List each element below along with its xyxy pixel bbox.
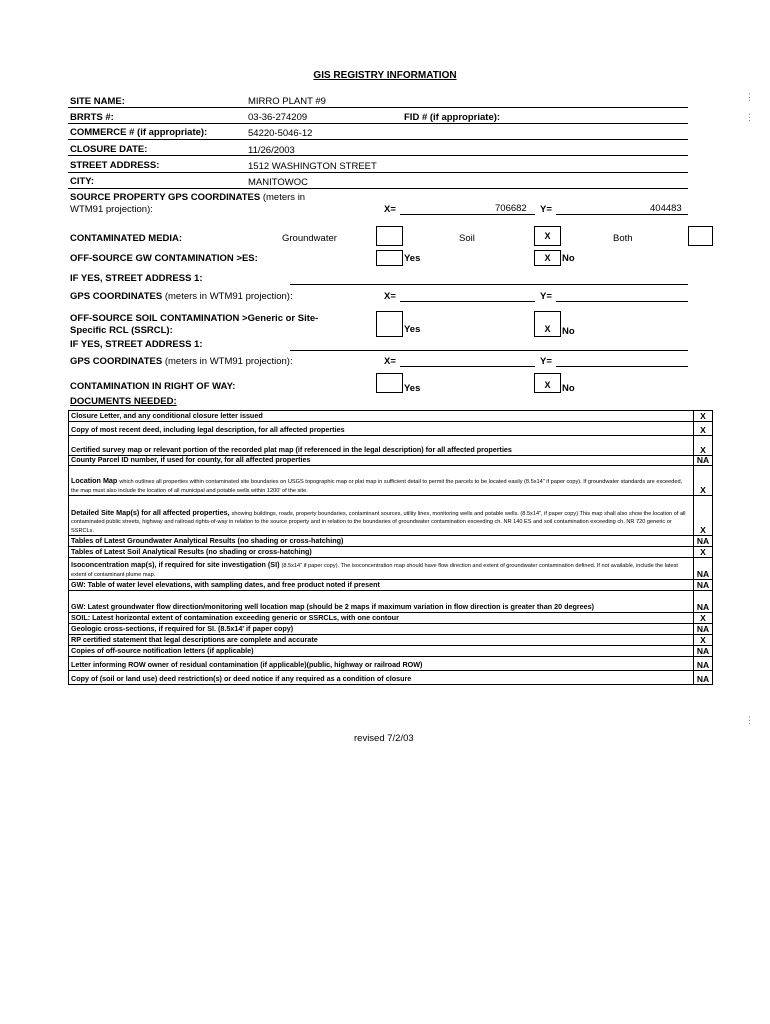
doc-item: RP certified statement that legal descriptions are complete and accurate (69, 635, 694, 646)
gw-gps-label: GPS COORDINATES (meters in WTM91 projection): (70, 291, 293, 302)
table-row (69, 671, 713, 685)
soil-yes-label: Yes (404, 324, 421, 335)
gps-x-value: 706682 (495, 203, 527, 214)
table-row (69, 536, 713, 547)
city-label: CITY: (70, 176, 95, 187)
y-underline (556, 214, 688, 215)
gw-no-checkbox[interactable]: X (534, 250, 561, 266)
closure-date-value: 11/26/2003 (248, 145, 295, 156)
row-yes-checkbox[interactable] (376, 373, 403, 393)
gw-yes-checkbox[interactable] (376, 250, 403, 266)
doc-item: Copy of (soil or land use) deed restriction(s) or deed notice if any required as a condition of closure (69, 671, 694, 685)
y-underline (556, 301, 688, 302)
table-row (69, 635, 713, 646)
commerce-value: 54220-5046-12 (248, 128, 313, 139)
doc-item: Copy of most recent deed, including legal description, for all affected properties (69, 422, 694, 436)
table-row (69, 422, 713, 436)
doc-item: Location Map which outlines all properties within contaminated site boundaries on USGS topographic map or plat map in sufficient detail to permit the parcels to be located easily (8.5x14" if paper copy). If groundwater standards are exceeded, the map must also include the location of all municipal and potable wells within 1200' of the site. (69, 466, 694, 496)
table-row (69, 558, 713, 580)
table-row (69, 466, 713, 496)
doc-item: GW: Latest groundwater flow direction/monitoring well location map (should be 2 maps if maximum variation in flow direction is greater than 20 degrees) (69, 591, 694, 613)
brrts-label: BRRTS #: (70, 112, 114, 123)
doc-mark: NA (694, 558, 713, 580)
margin-mark: ⋮ (745, 715, 754, 725)
commerce-label: COMMERCE # (if appropriate): (70, 127, 208, 138)
margin-mark: ⋮ (745, 112, 754, 122)
table-row (69, 547, 713, 558)
divider (68, 155, 688, 156)
divider (68, 123, 688, 124)
soil-gps-label: GPS COORDINATES (meters in WTM91 projection): (70, 356, 293, 367)
soil-street-underline (290, 350, 688, 351)
table-row (69, 657, 713, 671)
gw-y-label: Y= (540, 291, 552, 302)
row-no-checkbox[interactable]: X (534, 373, 561, 393)
media-groundwater: Groundwater (282, 233, 337, 244)
doc-mark: X (694, 496, 713, 536)
gps-y-value: 404483 (650, 203, 682, 214)
offsource-soil-label-line2: Specific RCL (SSRCL): (70, 325, 173, 336)
margin-mark: ⋮ (745, 92, 754, 102)
soil-yes-checkbox[interactable] (376, 311, 403, 337)
doc-mark: NA (694, 624, 713, 635)
x-underline (400, 366, 535, 367)
doc-item: Copies of off-source notification letters (if applicable) (69, 646, 694, 657)
brrts-value: 03-36-274209 (248, 112, 308, 123)
doc-item: County Parcel ID number, if used for county, for all affected properties (69, 456, 694, 466)
soil-x-label: X= (384, 356, 396, 367)
documents-table (68, 410, 713, 685)
street-value: 1512 WASHINGTON STREET (248, 161, 377, 172)
gw-yes-label: Yes (404, 253, 421, 264)
doc-mark: NA (694, 580, 713, 591)
row-yes-label: Yes (404, 383, 421, 394)
offsource-gw-label: OFF-SOURCE GW CONTAMINATION >ES: (70, 253, 258, 264)
doc-mark: NA (694, 646, 713, 657)
table-row (69, 411, 713, 422)
site-name-value: MIRRO PLANT #9 (248, 96, 326, 107)
offsource-soil-label: OFF-SOURCE SOIL CONTAMINATION >Generic or Site- (70, 313, 319, 324)
doc-item: Certified survey map or relevant portion of the recorded plat map (if referenced in the legal description) for all affected properties (69, 436, 694, 456)
form-title: GIS REGISTRY INFORMATION (313, 70, 457, 81)
city-value: MANITOWOC (248, 177, 308, 188)
gw-street-underline (290, 284, 688, 285)
soil-street-label: IF YES, STREET ADDRESS 1: (70, 339, 203, 350)
soil-checkbox[interactable]: X (534, 226, 561, 246)
documents-heading: DOCUMENTS NEEDED: (70, 396, 177, 407)
table-row (69, 456, 713, 466)
doc-item: Letter informing ROW owner of residual contamination (if applicable)(public, highway or railroad ROW) (69, 657, 694, 671)
both-checkbox[interactable] (688, 226, 713, 246)
doc-mark: X (694, 635, 713, 646)
soil-no-checkbox[interactable]: X (534, 311, 561, 337)
media-soil: Soil (459, 233, 475, 244)
doc-mark: X (694, 466, 713, 496)
site-name-label: SITE NAME: (70, 96, 125, 107)
media-label: CONTAMINATED MEDIA: (70, 233, 183, 244)
doc-mark: NA (694, 456, 713, 466)
doc-mark: X (694, 547, 713, 558)
divider (68, 172, 688, 173)
doc-mark: X (694, 436, 713, 456)
doc-mark: NA (694, 536, 713, 547)
x-underline (400, 301, 535, 302)
divider (68, 107, 688, 108)
doc-item: SOIL: Latest horizontal extent of contamination exceeding generic or SSRCLs, with one contour (69, 613, 694, 624)
divider (68, 139, 688, 140)
doc-item: GW: Table of water level elevations, with sampling dates, and free product noted if present (69, 580, 694, 591)
table-row (69, 580, 713, 591)
table-row (69, 613, 713, 624)
doc-mark: X (694, 613, 713, 624)
table-row (69, 624, 713, 635)
doc-item: Detailed Site Map(s) for all affected properties, showing buildings, roads, property boundaries, contaminant sources, utility lines, monitoring wells and potable wells. (8.5x14", if paper copy) This map shall also show the location of all contaminated public streets, highway and railroad rights-of-way in relation to the source property and in relation to the boundaries of groundwater contamination exceeding ch. NR 140 ES and soil contamination exceeding ch. NR 720 generic or SSRCLs. (69, 496, 694, 536)
doc-mark: NA (694, 591, 713, 613)
doc-mark: X (694, 411, 713, 422)
doc-item: Tables of Latest Soil Analytical Results (no shading or cross-hatching) (69, 547, 694, 558)
doc-mark: X (694, 422, 713, 436)
gw-no-label: No (562, 253, 575, 264)
doc-item: Isoconcentration map(s), if required for site investigation (SI) (8.5x14" if paper copy). The isoconcentration map should have flow direction and extent of groundwater contamination defined. If not available, include the latest extent of contaminant plume map. (69, 558, 694, 580)
soil-y-label: Y= (540, 356, 552, 367)
doc-mark: NA (694, 657, 713, 671)
doc-mark: NA (694, 671, 713, 685)
x-underline (400, 214, 535, 215)
fid-label: FID # (if appropriate): (404, 112, 501, 123)
gps-label-line2: WTM91 projection): (70, 204, 153, 215)
doc-item: Tables of Latest Groundwater Analytical Results (no shading or cross-hatching) (69, 536, 694, 547)
doc-item: Closure Letter, and any conditional closure letter issued (69, 411, 694, 422)
gps-label: SOURCE PROPERTY GPS COORDINATES (meters in (70, 192, 306, 203)
street-label: STREET ADDRESS: (70, 160, 160, 171)
table-row (69, 591, 713, 613)
doc-item: Geologic cross-sections, if required for SI. (8.5x14' if paper copy) (69, 624, 694, 635)
table-row (69, 646, 713, 657)
gw-x-label: X= (384, 291, 396, 302)
closure-date-label: CLOSURE DATE: (70, 144, 148, 155)
gw-street-label: IF YES, STREET ADDRESS 1: (70, 273, 203, 284)
gps-x-label: X= (384, 204, 396, 215)
media-both: Both (613, 233, 633, 244)
row-no-label: No (562, 383, 575, 394)
row-label: CONTAMINATION IN RIGHT OF WAY: (70, 381, 236, 392)
y-underline (556, 366, 688, 367)
soil-no-label: No (562, 326, 575, 337)
gps-y-label: Y= (540, 204, 552, 215)
revision-note: revised 7/2/03 (354, 733, 414, 744)
groundwater-checkbox[interactable] (376, 226, 403, 246)
table-row (69, 436, 713, 456)
table-row (69, 496, 713, 536)
divider (68, 188, 688, 189)
